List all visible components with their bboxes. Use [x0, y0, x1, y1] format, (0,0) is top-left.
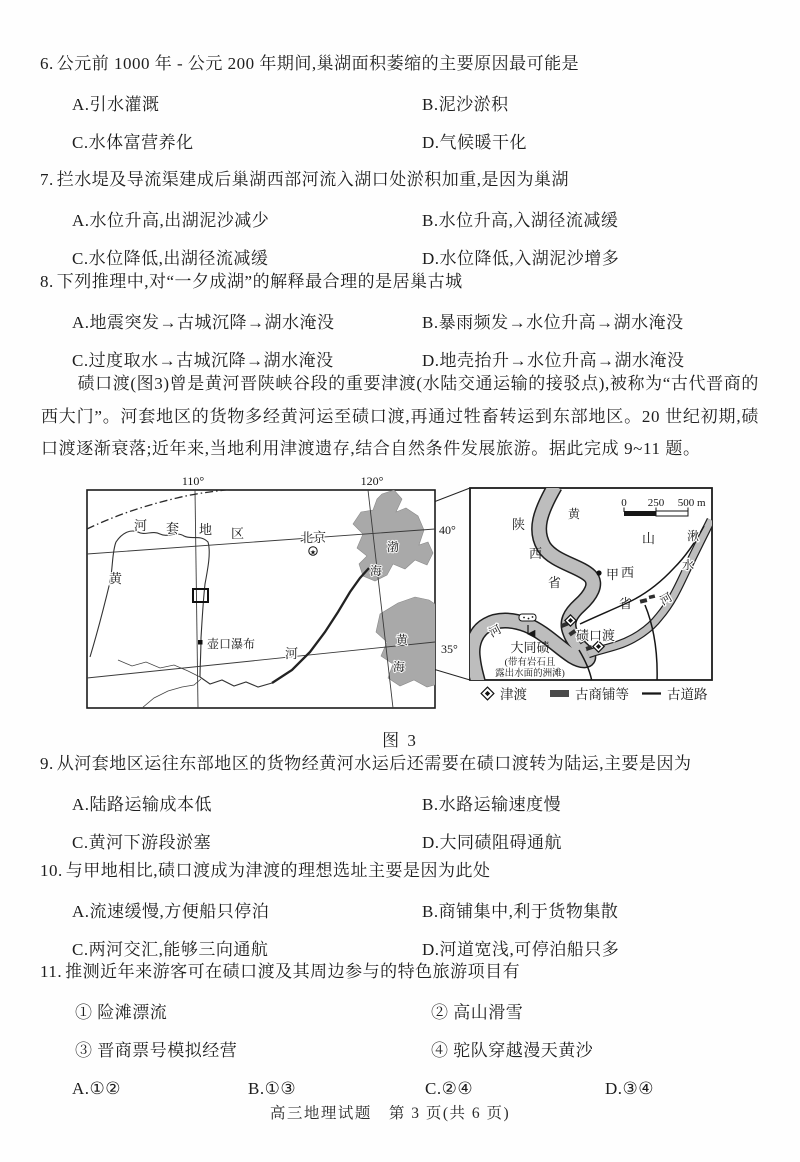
shanxi-char-2: 西 [621, 565, 635, 580]
question-text: 从河套地区运往东部地区的货物经黄河水运后还需要在碛口渡转为陆运,主要是因为 [56, 754, 692, 773]
shanxi-char-3: 省 [619, 596, 633, 611]
option-c: C.水位降低,出湖径流减缓 [72, 249, 269, 268]
qikou-label: 碛口渡 [576, 628, 616, 643]
he-river-label: 河 [486, 621, 504, 640]
shaanxi-char-1: 陕 [512, 517, 526, 532]
answer-b: B.①③ [248, 1079, 297, 1098]
qiushui-char-1: 湫 [687, 529, 700, 543]
question-number: 11. [40, 962, 63, 981]
option-a: A.流速缓慢,方便船只停泊 [72, 902, 270, 921]
option-a: A.地震突发→古城沉降→湖水淹没 [72, 313, 335, 332]
question-8 [0, 268, 800, 380]
option-a: A.水位升高,出湖泥沙减少 [72, 211, 270, 230]
legend-shops-label: 古商铺等 [575, 687, 629, 702]
question-6 [0, 50, 800, 162]
question-number: 6. [40, 54, 54, 73]
question-text: 下列推理中,对“一夕成湖”的解释最合理的是居巢古城 [56, 272, 463, 291]
figure-3 [82, 472, 772, 742]
question-6-options [0, 86, 800, 162]
huanghai-char-1: 黄 [396, 633, 409, 647]
question-text: 公元前 1000 年 - 公元 200 年期间,巢湖面积萎缩的主要原因最可能是 [56, 54, 580, 73]
figure-3-svg [82, 472, 772, 742]
datongqi-note-2: 露出水面的洲滩) [495, 669, 565, 679]
legend-ferry-label: 津渡 [500, 687, 527, 702]
reading-passage: 碛口渡(图3)曾是黄河晋陕峡谷段的重要津渡(水陆交通运输的接驳点),被称为“古代晋商的西大门”。河套地区的货物多经黄河运至碛口渡,再通过牲畜转运到东部地区。20 世纪初期,碛口渡逐渐衰落;近年来,当地利用津渡遗存,结合自然条件发展旅游。据此完成 9~11 题。 [41, 374, 759, 458]
option-c: C.水体富营养化 [72, 133, 194, 152]
jia-marker [596, 570, 601, 575]
option-c: C.黄河下游段淤塞 [72, 833, 212, 852]
question-11 [0, 958, 800, 1108]
datongqi-shoal [519, 614, 536, 621]
option-a: A.引水灌溉 [72, 95, 160, 114]
question-text: 与甲地相比,碛口渡成为津渡的理想选址主要是因为此处 [65, 861, 491, 880]
question-11-items [0, 994, 800, 1070]
item-2: ② 高山滑雪 [431, 1003, 524, 1022]
option-d: D.水位降低,入湖泥沙增多 [422, 249, 620, 268]
scale-500: 500 [677, 497, 695, 509]
detail-map [470, 486, 712, 682]
hetao-char-2: 套 [166, 521, 180, 536]
question-9-options [0, 786, 800, 862]
shaanxi-char-2: 西 [529, 546, 543, 561]
option-d: D.大同碛阻碍通航 [422, 833, 563, 852]
question-number: 9. [40, 754, 54, 773]
answer-a: A.①② [72, 1079, 122, 1098]
option-d: D.气候暖干化 [422, 133, 528, 152]
lat-40-label: 40° [439, 523, 456, 537]
question-number: 10. [40, 861, 63, 880]
lat-35-label: 35° [441, 642, 458, 656]
question-text: 拦水堤及导流渠建成后巢湖西部河流入湖口处淤积加重,是因为巢湖 [56, 170, 569, 189]
overview-map [87, 474, 458, 708]
question-9 [0, 750, 800, 862]
jia-label: 甲 [606, 567, 620, 582]
qiushui-char-2: 水 [682, 558, 695, 572]
ferry-legend-icon [481, 687, 494, 700]
lon-120-label: 120° [360, 474, 384, 488]
shaanxi-char-3: 省 [548, 575, 562, 590]
option-c: C.过度取水→古城沉降→湖水淹没 [72, 351, 334, 370]
datongqi-note-1: (带有岩石且 [504, 658, 556, 668]
he-label: 河 [285, 646, 299, 661]
option-b: B.水路运输速度慢 [422, 795, 562, 814]
option-b: B.水位升高,入湖径流减缓 [422, 211, 619, 230]
scale-250: 250 [647, 497, 665, 509]
qiushui-char-3: 河 [657, 589, 675, 609]
question-8-stem [0, 268, 800, 296]
question-10 [0, 857, 800, 969]
shops-legend-icon [550, 690, 569, 697]
question-number: 8. [40, 272, 54, 291]
question-10-stem [0, 857, 800, 885]
legend-road-label: 古道路 [667, 687, 708, 702]
option-c: C.两河交汇,能够三向通航 [72, 940, 269, 959]
question-6-stem [0, 50, 800, 78]
question-7-stem [0, 166, 800, 194]
answer-c: C.②④ [425, 1079, 474, 1098]
hetao-char-4: 区 [231, 526, 245, 541]
question-9-stem [0, 750, 800, 778]
huanghai-char-2: 海 [393, 660, 406, 674]
map-legend [481, 686, 708, 702]
question-text: 推测近年来游客可在碛口渡及其周边参与的特色旅游项目有 [65, 962, 521, 981]
question-7 [0, 166, 800, 278]
item-4: ④ 驼队穿越漫天黄沙 [431, 1041, 594, 1060]
page-footer: 高三地理试题 第 3 页(共 6 页) [269, 1105, 511, 1122]
question-number: 7. [40, 170, 54, 189]
hukou-marker [198, 640, 203, 645]
figure-caption: 图 3 [382, 731, 418, 750]
question-7-options [0, 202, 800, 278]
option-b: B.商铺集中,利于货物集散 [422, 902, 619, 921]
svg-text:★: ★ [309, 548, 317, 557]
option-a: A.陆路运输成本低 [72, 795, 213, 814]
lon-110-label: 110° [181, 474, 205, 488]
hetao-char-3: 地 [199, 522, 213, 537]
bohai-char-1: 渤 [387, 540, 400, 554]
hukou-label: 壶口瀑布 [207, 637, 256, 651]
question-11-stem [0, 958, 800, 986]
beijing-label: 北京 [299, 530, 327, 545]
answer-d: D.③④ [605, 1079, 655, 1098]
huang-label: 黄 [109, 571, 123, 586]
bohai-char-2: 海 [370, 564, 383, 578]
scale-unit: m [697, 497, 706, 509]
scale-0: 0 [621, 497, 627, 509]
item-1: ① 险滩漂流 [75, 1003, 168, 1022]
option-b: B.暴雨频发→水位升高→湖水淹没 [422, 313, 684, 332]
datongqi-label: 大同碛 [510, 640, 550, 655]
huang-river-label: 黄 [568, 507, 581, 521]
option-d: D.地壳抬升→水位升高→湖水淹没 [422, 351, 685, 370]
hetao-char-1: 河 [134, 518, 148, 533]
beijing-star-icon [309, 547, 317, 557]
option-d: D.河道宽浅,可停泊船只多 [422, 940, 620, 959]
shanxi-char-1: 山 [642, 531, 656, 546]
option-b: B.泥沙淤积 [422, 95, 509, 114]
item-3: ③ 晋商票号模拟经营 [75, 1041, 238, 1060]
